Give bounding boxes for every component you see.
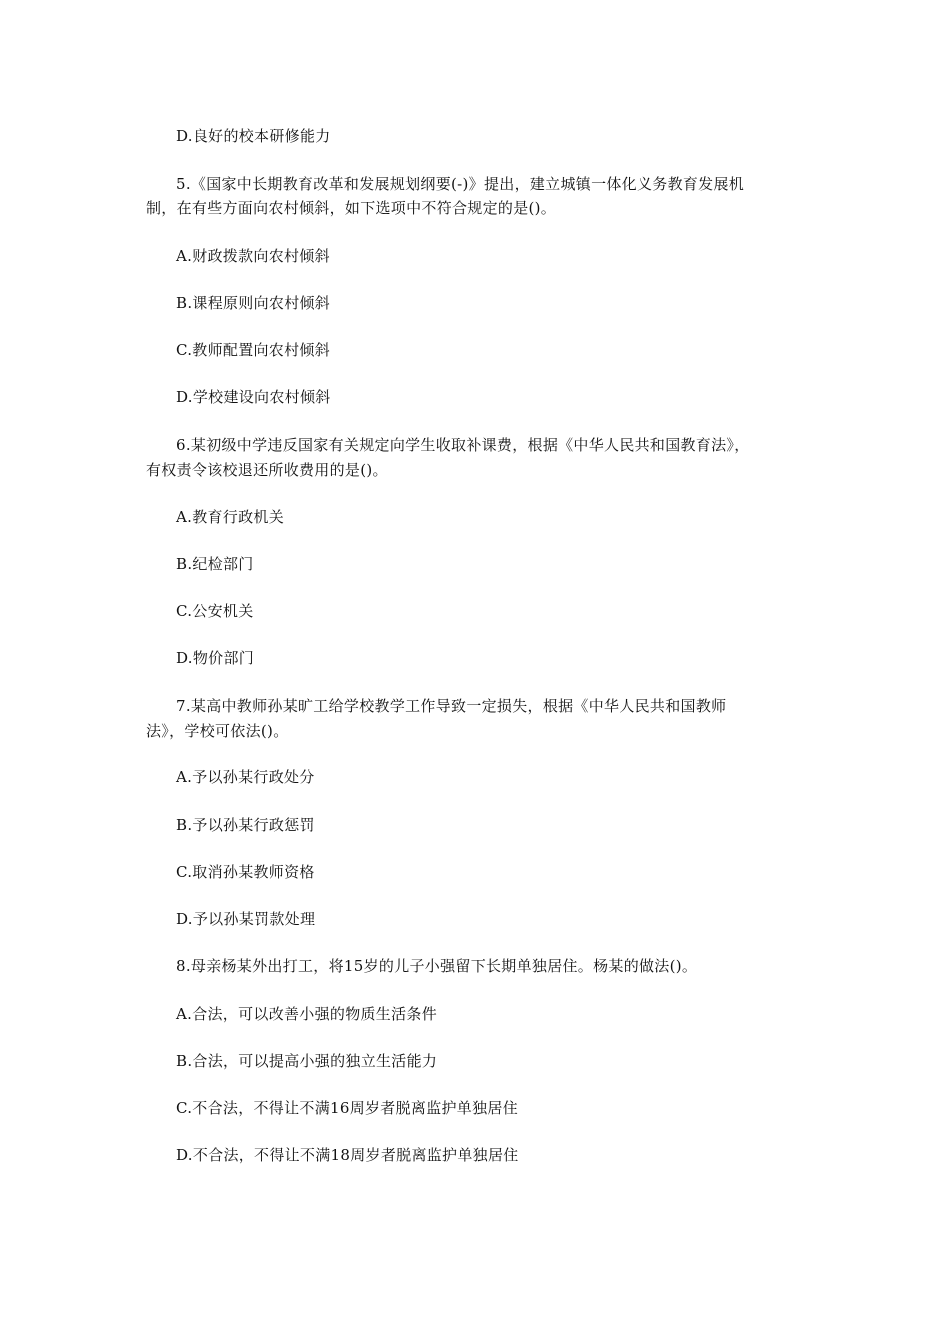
q7-stem-line1: 7.某高中教师孙某旷工给学校教学工作导致一定损失，根据《中华人民共和国教师 <box>176 697 727 715</box>
q5-option-b: B.课程原则向农村倾斜 <box>176 294 331 312</box>
q6-option-d: D.物价部门 <box>176 649 255 667</box>
q8-option-a: A.合法，可以改善小强的物质生活条件 <box>176 1005 438 1023</box>
q6-stem-line2: 有权责令该校退还所收费用的是()。 <box>146 461 388 479</box>
q5-stem-line1: 5.《国家中长期教育改革和发展规划纲要(-)》提出，建立城镇一体化义务教育发展机 <box>176 175 745 193</box>
q8-option-b: B.合法，可以提高小强的独立生活能力 <box>176 1052 438 1070</box>
q6-option-a: A.教育行政机关 <box>176 508 285 526</box>
q5-option-c: C.教师配置向农村倾斜 <box>176 341 331 359</box>
q7-option-a: A.予以孙某行政处分 <box>176 768 315 786</box>
q5-option-a: A.财政拨款向农村倾斜 <box>176 247 330 265</box>
q7-option-c: C.取消孙某教师资格 <box>176 863 315 881</box>
q6-option-c: C.公安机关 <box>176 602 254 620</box>
q7-stem-line2: 法》，学校可依法()。 <box>146 722 289 740</box>
q8-option-c: C.不合法，不得让不满16周岁者脱离监护单独居住 <box>176 1099 518 1117</box>
q6-option-b: B.纪检部门 <box>176 555 254 573</box>
q8-option-d: D.不合法，不得让不满18周岁者脱离监护单独居住 <box>176 1146 519 1164</box>
q5-stem-line2: 制，在有些方面向农村倾斜，如下选项中不符合规定的是()。 <box>146 199 557 217</box>
q4-option-d: D.良好的校本研修能力 <box>176 127 331 145</box>
q7-option-d: D.予以孙某罚款处理 <box>176 910 316 928</box>
q7-option-b: B.予以孙某行政惩罚 <box>176 816 315 834</box>
q8-stem-line1: 8.母亲杨某外出打工，将15岁的儿子小强留下长期单独居住。杨某的做法()。 <box>176 957 698 975</box>
q5-option-d: D.学校建设向农村倾斜 <box>176 388 331 406</box>
q6-stem-line1: 6.某初级中学违反国家有关规定向学生收取补课费，根据《中华人民共和国教育法》， <box>176 436 750 454</box>
